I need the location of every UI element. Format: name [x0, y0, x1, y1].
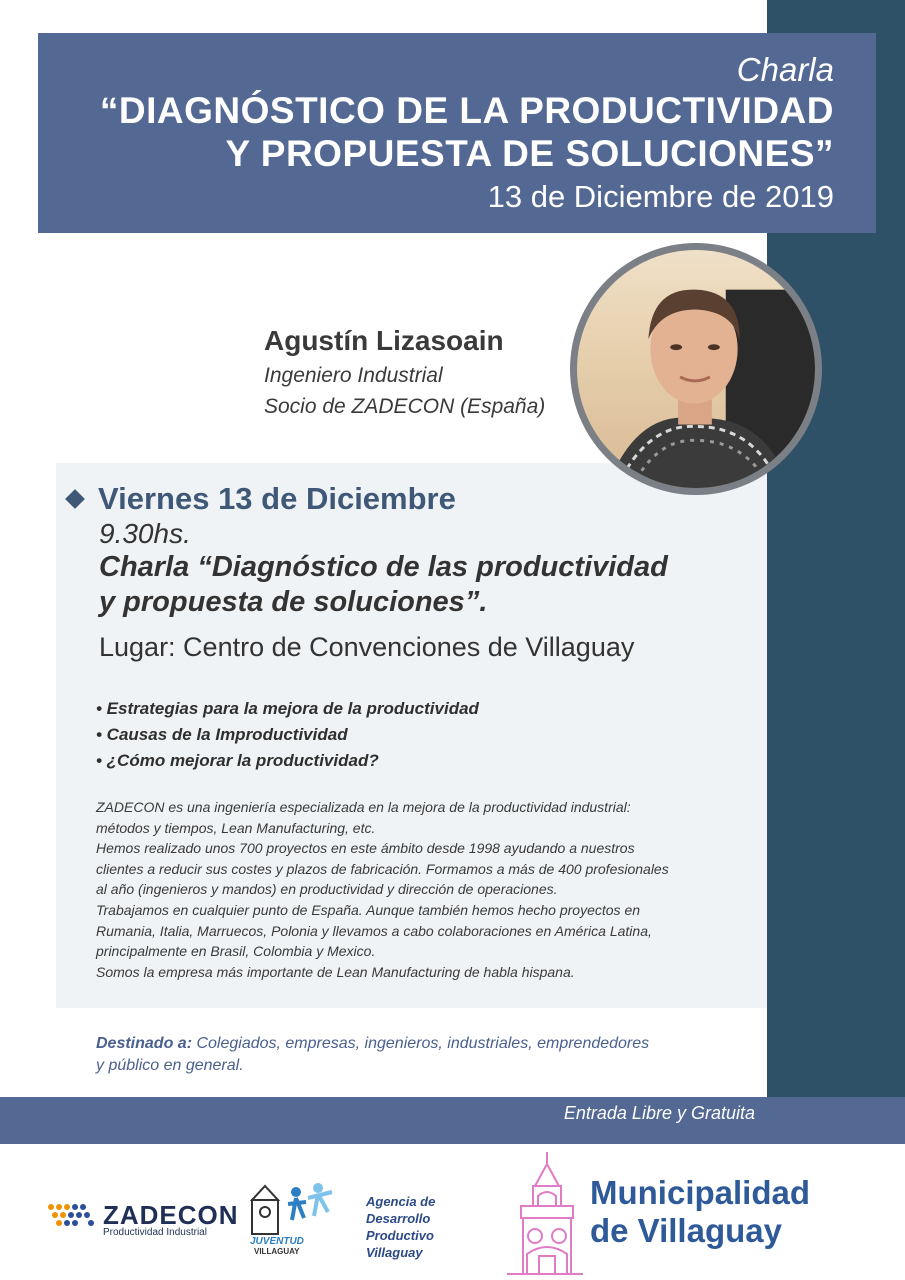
audience-text	[96, 1033, 656, 1077]
list-item: • ¿Cómo mejorar la productividad?	[96, 751, 379, 770]
about-line: métodos y tiempos, Lean Manufacturing, etc.	[96, 819, 376, 836]
topics-list	[96, 696, 479, 774]
about-line: Trabajamos en cualquier punto de España. Aunque también hemos hecho proyectos en	[96, 901, 641, 918]
municipalidad-name	[590, 1174, 810, 1250]
agencia-line: Agencia de	[366, 1194, 436, 1209]
event-talk-title	[99, 550, 749, 620]
header-title-line1: “DIAGNÓSTICO DE LA PRODUCTIVIDAD	[99, 90, 834, 131]
about-line: Hemos realizado unos 700 proyectos en este ámbito desde 1998 ayudando a nuestros	[96, 840, 635, 857]
event-talk-line1: Charla “Diagnóstico de las productividad	[99, 551, 668, 583]
about-paragraph	[96, 797, 736, 982]
event-day-line	[68, 481, 456, 517]
event-place: Lugar: Centro de Convenciones de Villaguay	[99, 632, 635, 662]
municipalidad-logo	[505, 1150, 825, 1276]
zadecon-dots-icon	[47, 1201, 99, 1231]
speaker-portrait-illustration	[577, 250, 815, 488]
header-title-line2: Y PROPUESTA DE SOLUCIONES”	[225, 133, 834, 174]
juventud-logo	[248, 1180, 338, 1260]
agencia-line: Productivo	[366, 1228, 434, 1243]
bottom-band	[0, 1097, 905, 1144]
municipalidad-line2: de Villaguay	[590, 1212, 782, 1249]
zadecon-logo	[47, 1200, 239, 1238]
speaker-photo	[570, 243, 822, 495]
clock-tower-icon	[505, 1150, 585, 1276]
about-line: principalmente en Brasil, Colombia y Mexico.	[96, 943, 376, 960]
agencia-line: Villaguay	[366, 1245, 423, 1260]
speaker-role-2: Socio de ZADECON (España)	[264, 395, 546, 418]
entry-note: Entrada Libre y Gratuita	[563, 1103, 755, 1123]
juventud-name: JUVENTUD	[250, 1236, 304, 1247]
about-line: Rumania, Italia, Marruecos, Polonia y llevamos a cabo colaboraciones en América Latina,	[96, 922, 652, 939]
agencia-logo	[366, 1193, 435, 1261]
zadecon-name: ZADECON	[103, 1200, 239, 1230]
about-line: clientes a reducir sus costes y plazos de fabricación. Formamos a más de 400 profesionales	[96, 860, 669, 877]
event-day: Viernes 13 de Diciembre	[98, 481, 456, 516]
juventud-sub: VILLAGUAY	[254, 1247, 300, 1256]
juventud-figures-icon	[248, 1180, 338, 1238]
diamond-bullet-icon	[65, 489, 85, 509]
event-talk-line2: y propuesta de soluciones”.	[99, 586, 488, 618]
speaker-role-1: Ingeniero Industrial	[264, 364, 443, 387]
about-line: ZADECON es una ingeniería especializada en la mejora de la productividad industrial:	[96, 799, 631, 815]
audience-label: Destinado a:	[96, 1035, 193, 1052]
zadecon-tagline: Productividad Industrial	[103, 1227, 207, 1238]
agencia-line: Desarrollo	[366, 1211, 431, 1226]
about-line: Somos la empresa más importante de Lean Manufacturing de habla hispana.	[96, 963, 575, 980]
list-item: • Estrategias para la mejora de la productividad	[96, 699, 479, 718]
about-line: al año (ingenieros y mandos) en productividad y dirección de operaciones.	[96, 881, 558, 898]
header-kicker: Charla	[736, 51, 834, 88]
audience-list: Colegiados, empresas, ingenieros, industriales, emprendedores y público en general.	[96, 1035, 650, 1074]
event-time: 9.30hs.	[99, 518, 191, 549]
municipalidad-line1: Municipalidad	[590, 1174, 811, 1211]
speaker-info	[264, 322, 574, 422]
list-item: • Causas de la Improductividad	[96, 725, 348, 744]
speaker-name: Agustín Lizasoain	[264, 325, 504, 356]
header-date: 13 de Diciembre de 2019	[487, 179, 834, 214]
header-banner	[38, 33, 876, 233]
